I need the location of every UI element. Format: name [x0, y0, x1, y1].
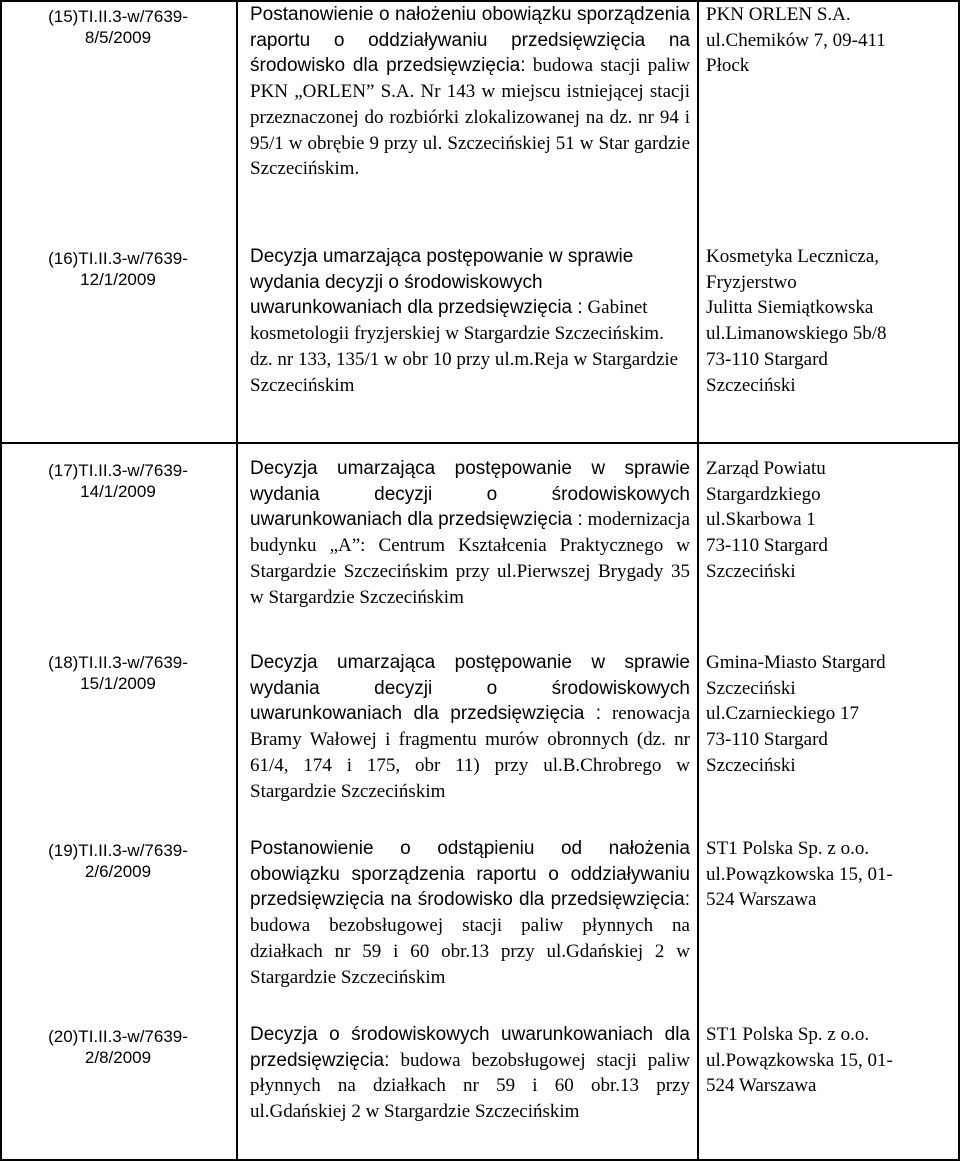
record-description: [250, 1022, 690, 1125]
record-id-line2: 2/6/2009: [84, 862, 152, 881]
record-applicant: [706, 836, 946, 913]
record-id: [2, 840, 234, 882]
record-applicant: [706, 456, 946, 585]
project-details: renowacja Bramy Wałowej i fragmentu murów obronnych (dz. nr 61/4, 174 i 175, obr 11) przy ul.B.Chrobrego w Stargardzie Szczecińskim: [250, 703, 690, 802]
record-id-line1: (15)TI.II.3-w/7639-: [48, 7, 188, 26]
record-id-line1: (20)TI.II.3-w/7639-: [48, 1027, 188, 1046]
decision-type: Postanowienie o nałożeniu obowiązku sporządzenia raportu o oddziaływaniu przedsięwzięcia na środowisko dla przedsięwzięcia:: [250, 4, 690, 77]
record-id-line2: 8/5/2009: [84, 28, 152, 47]
record-applicant: [706, 2, 946, 79]
row-divider: [0, 442, 960, 444]
record-id-line1: (17)TI.II.3-w/7639-: [48, 461, 188, 480]
applicant-address: Zarząd Powiatu Stargardzkiego ul.Skarbowa 1 73-110 Stargard Szczeciński: [706, 458, 828, 582]
project-details: budowa stacji paliw PKN „ORLEN” S.A. Nr 143 w miejscu istniejącej stacji przeznaczonej do rozbiórki zlokalizowanej na dz. nr 94 i 95/1 w obrębie 9 przy ul. Szczecińskiej 51 w Star gardzie Szczecińskim.: [250, 55, 691, 180]
record-id-line1: (19)TI.II.3-w/7639-: [48, 841, 188, 860]
record-id: [2, 6, 234, 48]
column-divider-2: [697, 0, 699, 1161]
record-id-line2: 15/1/2009: [80, 674, 156, 693]
project-details: Gabinet kosmetologii fryzjerskiej w Stargardzie Szczecińskim. dz. nr 133, 135/1 w obr 10 przy ul.m.Reja w Stargardzie Szczecińskim: [250, 297, 679, 396]
record-description: [250, 456, 690, 610]
record-id: [2, 460, 234, 502]
record-id: [2, 1026, 234, 1068]
project-details: budowa bezobsługowej stacji paliw płynnych na działkach nr 59 i 60 obr.13 przy ul.Gdańskiej 2 w Stargardzie Szczecińskim: [250, 1049, 691, 1123]
applicant-address: Kosmetyka Lecznicza, Fryzjerstwo Julitta Siemiątkowska ul.Limanowskiego 5b/8 73-110 Stargard Szczeciński: [706, 246, 887, 396]
record-applicant: [706, 1022, 946, 1099]
record-id-line1: (18)TI.II.3-w/7639-: [48, 653, 188, 672]
decision-type: Decyzja umarzająca postępowanie w sprawie wydania decyzji o środowiskowych uwarunkowaniach dla przedsięwzięcia :: [250, 652, 690, 725]
applicant-address: PKN ORLEN S.A. ul.Chemików 7, 09-411 Płock: [706, 4, 886, 77]
record-description: [250, 650, 690, 804]
project-details: budowa bezobsługowej stacji paliw płynnych na działkach nr 59 i 60 obr.13 przy ul.Gdańskiej 2 w Stargardzie Szczecińskim: [250, 915, 690, 988]
record-id: [2, 248, 234, 290]
applicant-address: ST1 Polska Sp. z o.o. ul.Powązkowska 15, 01- 524 Warszawa: [706, 838, 893, 911]
decision-type: Decyzja umarzająca postępowanie w sprawie wydania decyzji o środowiskowych uwarunkowaniach dla przedsięwzięcia :: [250, 458, 690, 531]
project-details: modernizacja budynku „A”: Centrum Kształcenia Praktycznego w Stargardzie Szczecińskim przy ul.Pierwszej Brygady 35 w Stargardzie Szczecińskim: [250, 509, 690, 608]
record-id-line2: 14/1/2009: [80, 482, 156, 501]
decision-type: Postanowienie o odstąpieniu od nałożenia obowiązku sporządzenia raportu o oddziaływaniu przedsięwzięcia na środowisko dla przedsięwzięcia:: [250, 838, 690, 911]
record-id-line1: (16)TI.II.3-w/7639-: [48, 249, 188, 268]
table-border-left: [0, 0, 2, 1161]
decision-type: Decyzja o środowiskowych uwarunkowaniach dla przedsięwzięcia:: [250, 1024, 690, 1071]
record-applicant: [706, 650, 946, 779]
record-description: [250, 2, 690, 182]
record-applicant: [706, 244, 946, 398]
applicant-address: Gmina-Miasto Stargard Szczeciński ul.Czarnieckiego 17 73-110 Stargard Szczeciński: [706, 652, 886, 776]
record-id-line2: 12/1/2009: [80, 270, 156, 289]
record-id-line2: 2/8/2009: [84, 1048, 152, 1067]
record-id: [2, 652, 234, 694]
applicant-address: ST1 Polska Sp. z o.o. ul.Powązkowska 15, 01- 524 Warszawa: [706, 1024, 893, 1097]
record-description: [250, 836, 690, 990]
column-divider-1: [236, 0, 238, 1161]
decision-type: Decyzja umarzająca postępowanie w sprawie wydania decyzji o środowiskowych uwarunkowaniach dla przedsięwzięcia :: [250, 246, 634, 319]
record-description: [250, 244, 690, 398]
